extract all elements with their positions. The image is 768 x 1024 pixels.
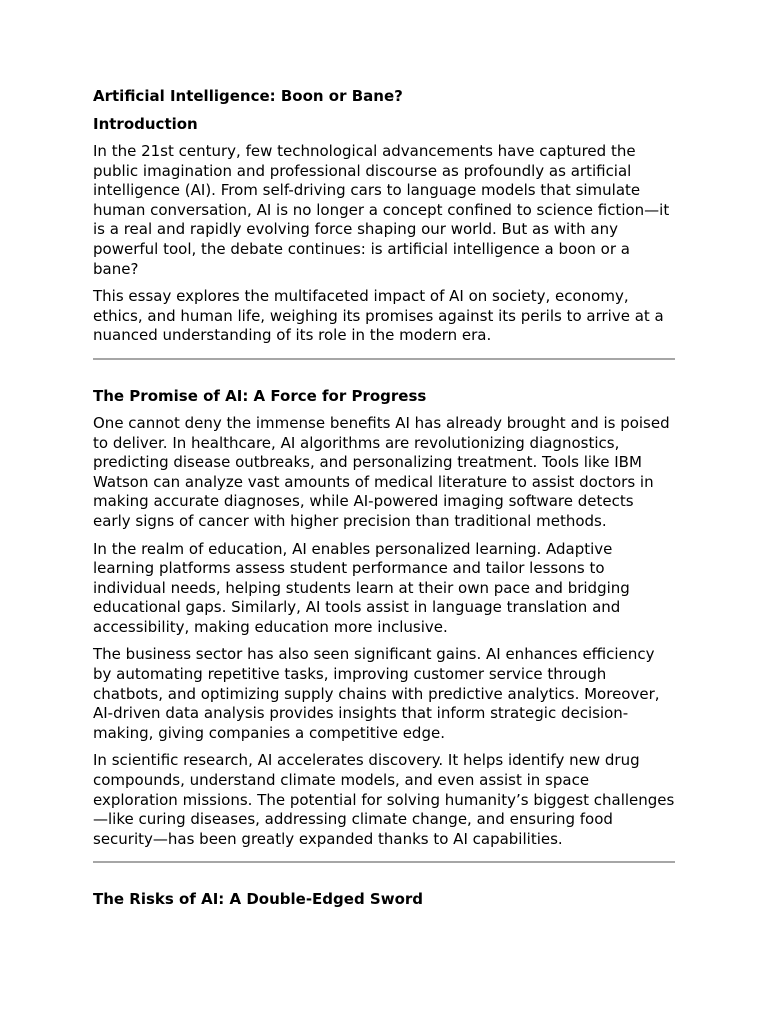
- section-heading: Introduction: [93, 115, 198, 133]
- section-heading: The Risks of AI: A Double-Edged Sword: [93, 890, 424, 909]
- section-divider: [93, 861, 675, 863]
- document-page: [93, 86, 675, 917]
- paragraph: In scientific research, AI accelerates discovery. It helps identify new drug compounds, understand climate models, and even assist in space exploration missions. The potential for solving humanity’s biggest challenges—like curing diseases, addressing climate change, and ensuring food security—has been greatly expanded thanks to AI capabilities.: [93, 751, 675, 848]
- paragraph: In the 21st century, few technological advancements have captured the public imagination and professional discourse as profoundly as artificial intelligence (AI). From self-driving cars to language models that simulate human conversation, AI is no longer a concept confined to science fiction—it is a real and rapidly evolving force shaping our world. But as with any powerful tool, the debate continues: is artificial intelligence a boon or a bane?: [93, 142, 670, 278]
- paragraph: This essay explores the multifaceted impact of AI on society, economy, ethics, and human life, weighing its promises against its perils to arrive at a nuanced understanding of its role in the modern era.: [93, 287, 664, 345]
- section-introduction: [93, 114, 675, 346]
- section-heading: The Promise of AI: A Force for Progress: [93, 386, 427, 405]
- section-risks: [93, 889, 675, 909]
- section-promise: [93, 386, 675, 849]
- paragraph: One cannot deny the immense benefits AI has already brought and is poised to deliver. In healthcare, AI algorithms are revolutionizing diagnostics, predicting disease outbreaks, and personalizing treatment. Tools like IBM Watson can analyze vast amounts of medical literature to assist doctors in making accurate diagnoses, while AI-powered imaging software detects early signs of cancer with higher precision than traditional methods.: [93, 413, 670, 530]
- section-divider: [93, 358, 675, 360]
- document-title: Artificial Intelligence: Boon or Bane?: [93, 87, 403, 105]
- paragraph: In the realm of education, AI enables personalized learning. Adaptive learning platforms assess student performance and tailor lessons to individual needs, helping students learn at their own pace and bridging educational gaps. Similarly, AI tools assist in language translation and accessibility, making education more inclusive.: [93, 539, 630, 636]
- paragraph: The business sector has also seen significant gains. AI enhances efficiency by automating repetitive tasks, improving customer service through chatbots, and optimizing supply chains with predictive analytics. Moreover, AI-driven data analysis provides insights that inform strategic decision-making, giving companies a competitive edge.: [93, 645, 660, 742]
